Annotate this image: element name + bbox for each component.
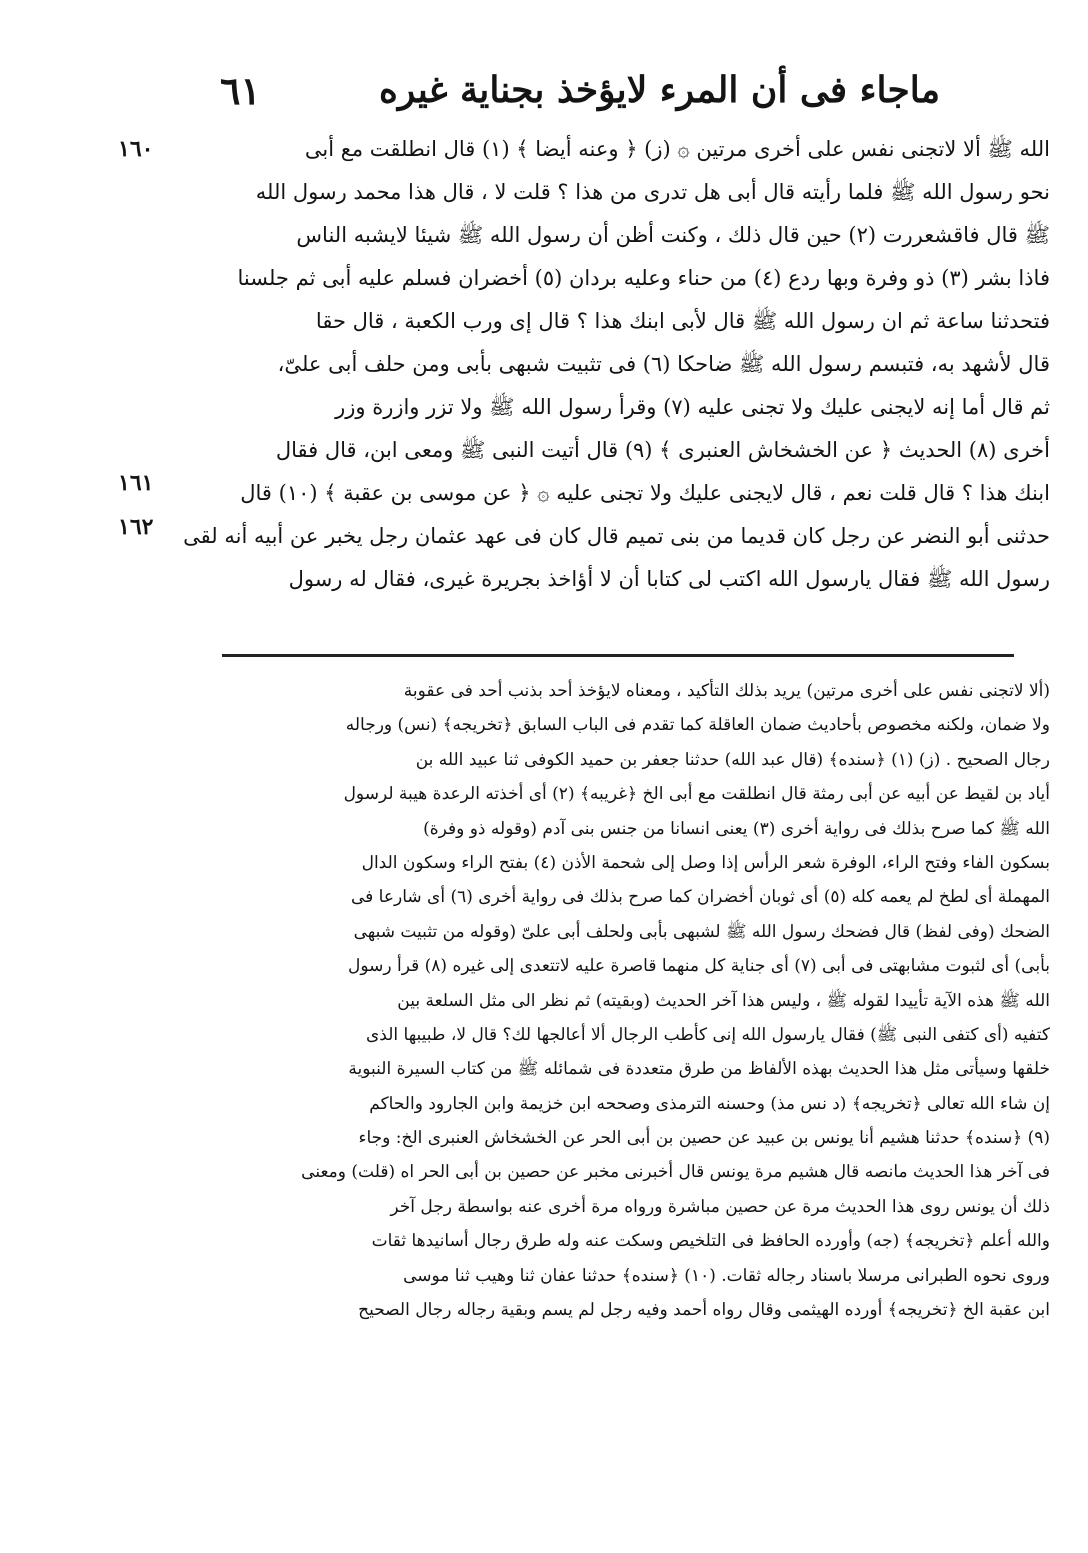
footnote-line: الله ﷺ كما صرح بذلك فى رواية أخرى (٣) يعنى انسانا من جنس بنى آدم (وقوله ذو وفرة) (423, 818, 1050, 839)
main-text-line: الله ﷺ ألا لاتجنى نفس على أخرى مرتين ۞ (ز) ﴿ وعنه أيضا ﴾ (١) قال انطلقت مع أبى (304, 137, 1050, 161)
footnote-separator (222, 654, 1014, 657)
footnote-line: المهملة أى لطخ لم يعمه كله (٥) أى ثوبان أخضران كما صرح بذلك فى رواية أخرى (٦) أى شارعا فى (350, 887, 1050, 908)
footnote-line: بأبى) أى لثبوت مشابهتى فى أبى (٧) أى جناية كل منهما قاصرة عليه لاتتعدى إلى غيره (٨) قرأ رسول (348, 956, 1050, 977)
footnote-line: فى آخر هذا الحديث مانصه قال هشيم مرة يونس قال أخبرنى مخبر عن حصين بن أبى الحر اه (قلت) ومعنى (301, 1162, 1050, 1183)
main-text-line: فاذا بشر (٣) ذو وفرة وبها ردع (٤) من حناء وعليه بردان (٥) أخضران فسلم عليه أبى ثم جلسنا (237, 266, 1050, 290)
footnotes (180, 674, 1050, 1327)
footnote-line: (ألا لاتجنى نفس على أخرى مرتين) يريد بذلك التأكيد ، ومعناه لايؤخذ أحد بذنب أحد فى عقوبة (403, 681, 1050, 701)
footnote-line: خلقها وسيأتى مثل هذا الحديث بهذه الألفاظ من طرق متعددة فى شمائله ﷺ من كتاب السيرة النبوية (348, 1059, 1050, 1080)
footnote-line: الضحك (وفى لفظ) قال فضحك رسول الله ﷺ لشبهى بأبى ولحلف أبى علىّ (وقوله من تثبيت شبهى (353, 921, 1050, 942)
main-text-line: ثم قال أما إنه لايجنى عليك ولا تجنى عليه (٧) وقرأ رسول الله ﷺ ولا تزر وازرة وزر (335, 395, 1050, 419)
running-title: ماجاء فى أن المرء لايؤخذ بجناية غيره (379, 69, 940, 111)
footnote-line: أياد بن لقيط عن أبيه عن أبى رمثة قال انطلقت مع أبى الخ ﴿غريبه﴾ (٢) أى أخذته الرعدة هيبة لرسول (343, 784, 1050, 805)
main-text-line: قال لأشهد به، فتبسم رسول الله ﷺ ضاحكا (٦) فى تثبيت شبهى بأبى ومن حلف أبى علىّ، (277, 352, 1050, 376)
footnote-line: ولا ضمان، ولكنه مخصوص بأحاديث ضمان العاقلة كما تقدم فى الباب السابق ﴿تخريجه﴾ (نس) ورجاله (345, 715, 1050, 736)
footnote-line: رجال الصحيح . (ز) (١) ﴿سنده﴾ (قال عبد الله) حدثنا جعفر بن حميد الكوفى ثنا عبيد الله بن (415, 749, 1050, 770)
footnote-line: الله ﷺ هذه الآية تأييدا لقوله ﷺ ، وليس هذا آخر الحديث (وبقيته) ثم نظر الى مثل السلعة بين (397, 990, 1050, 1011)
hadith-number-160: ١٦٠ (118, 136, 154, 162)
footnote-line: وروى نحوه الطبرانى مرسلا باسناد رجاله ثقات. (١٠) ﴿سنده﴾ حدثنا عفان ثنا وهيب ثنا موسى (403, 1265, 1050, 1286)
footnote-line: ابن عقبة الخ ﴿تخريجه﴾ أورده الهيثمى وقال رواه أحمد وفيه رجل لم يسم وبقية رجاله رجال الصحيح (358, 1300, 1050, 1321)
main-text-line: ابنك هذا ؟ قال قلت نعم ، قال لايجنى عليك ولا تجنى عليه ۞ ﴿ عن موسى بن عقبة ﴾ (١٠) قال (240, 481, 1050, 505)
main-text-line: حدثنى أبو النضر عن رجل كان قديما من بنى تميم قال كان فى عهد عثمان رجل يخبر عن أبيه أنه لقى (183, 524, 1050, 548)
footnote-line: إن شاء الله تعالى ﴿تخريجه﴾ (د نس مذ) وحسنه الترمذى وصححه ابن خزيمة وابن الجارود والحاكم (369, 1093, 1050, 1114)
main-text-line: أخرى (٨) الحديث ﴿ عن الخشخاش العنبرى ﴾ (٩) قال أتيت النبى ﷺ ومعى ابن، قال فقال (275, 438, 1050, 462)
hadith-number-162: ١٦٢ (118, 514, 154, 540)
footnote-line: ذلك أن يونس روى هذا الحديث مرة عن حصين مباشرة ورواه مرة أخرى عنه بواسطة رجل آخر (390, 1196, 1050, 1217)
page-header (180, 62, 1030, 118)
footnote-line: بسكون الفاء وفتح الراء، الوفرة شعر الرأس إذا وصل إلى شحمة الأذن (٤) بفتح الراء وسكون الدال (361, 852, 1050, 873)
main-text-line: نحو رسول الله ﷺ فلما رأيته قال أبى هل تدرى من هذا ؟ قلت لا ، قال هذا محمد رسول الله (255, 180, 1050, 204)
footnote-line: (٩) ﴿سنده﴾ حدثنا هشيم أنا يونس بن عبيد عن حصين بن أبى الحر عن الخشخاش العنبرى الخ: وجاء (358, 1128, 1050, 1149)
main-text (180, 128, 1050, 601)
footnote-line: كتفيه (أى كتفى النبى ﷺ) فقال يارسول الله إنى كأطب الرجال ألا أعالجها لك؟ قال لا، طبيبها الذى (365, 1024, 1050, 1045)
page-number: ٦١ (220, 67, 261, 113)
main-text-line: فتحدثنا ساعة ثم ان رسول الله ﷺ قال لأبى ابنك هذا ؟ قال إى ورب الكعبة ، قال حقا (315, 309, 1050, 333)
hadith-number-161: ١٦١ (118, 470, 154, 496)
main-text-line: ﷺ قال فاقشعررت (٢) حين قال ذلك ، وكنت أظن أن رسول الله ﷺ شيئا لايشبه الناس (296, 223, 1050, 247)
footnote-line: والله أعلم ﴿تخريجه﴾ (جه) وأورده الحافظ فى التلخيص وسكت عنه وله طرق رجال أسانيدها ثقات (371, 1231, 1050, 1252)
main-text-line: رسول الله ﷺ فقال يارسول الله اكتب لى كتابا أن لا أؤاخذ بجريرة غيرى، فقال له رسول (288, 567, 1050, 591)
